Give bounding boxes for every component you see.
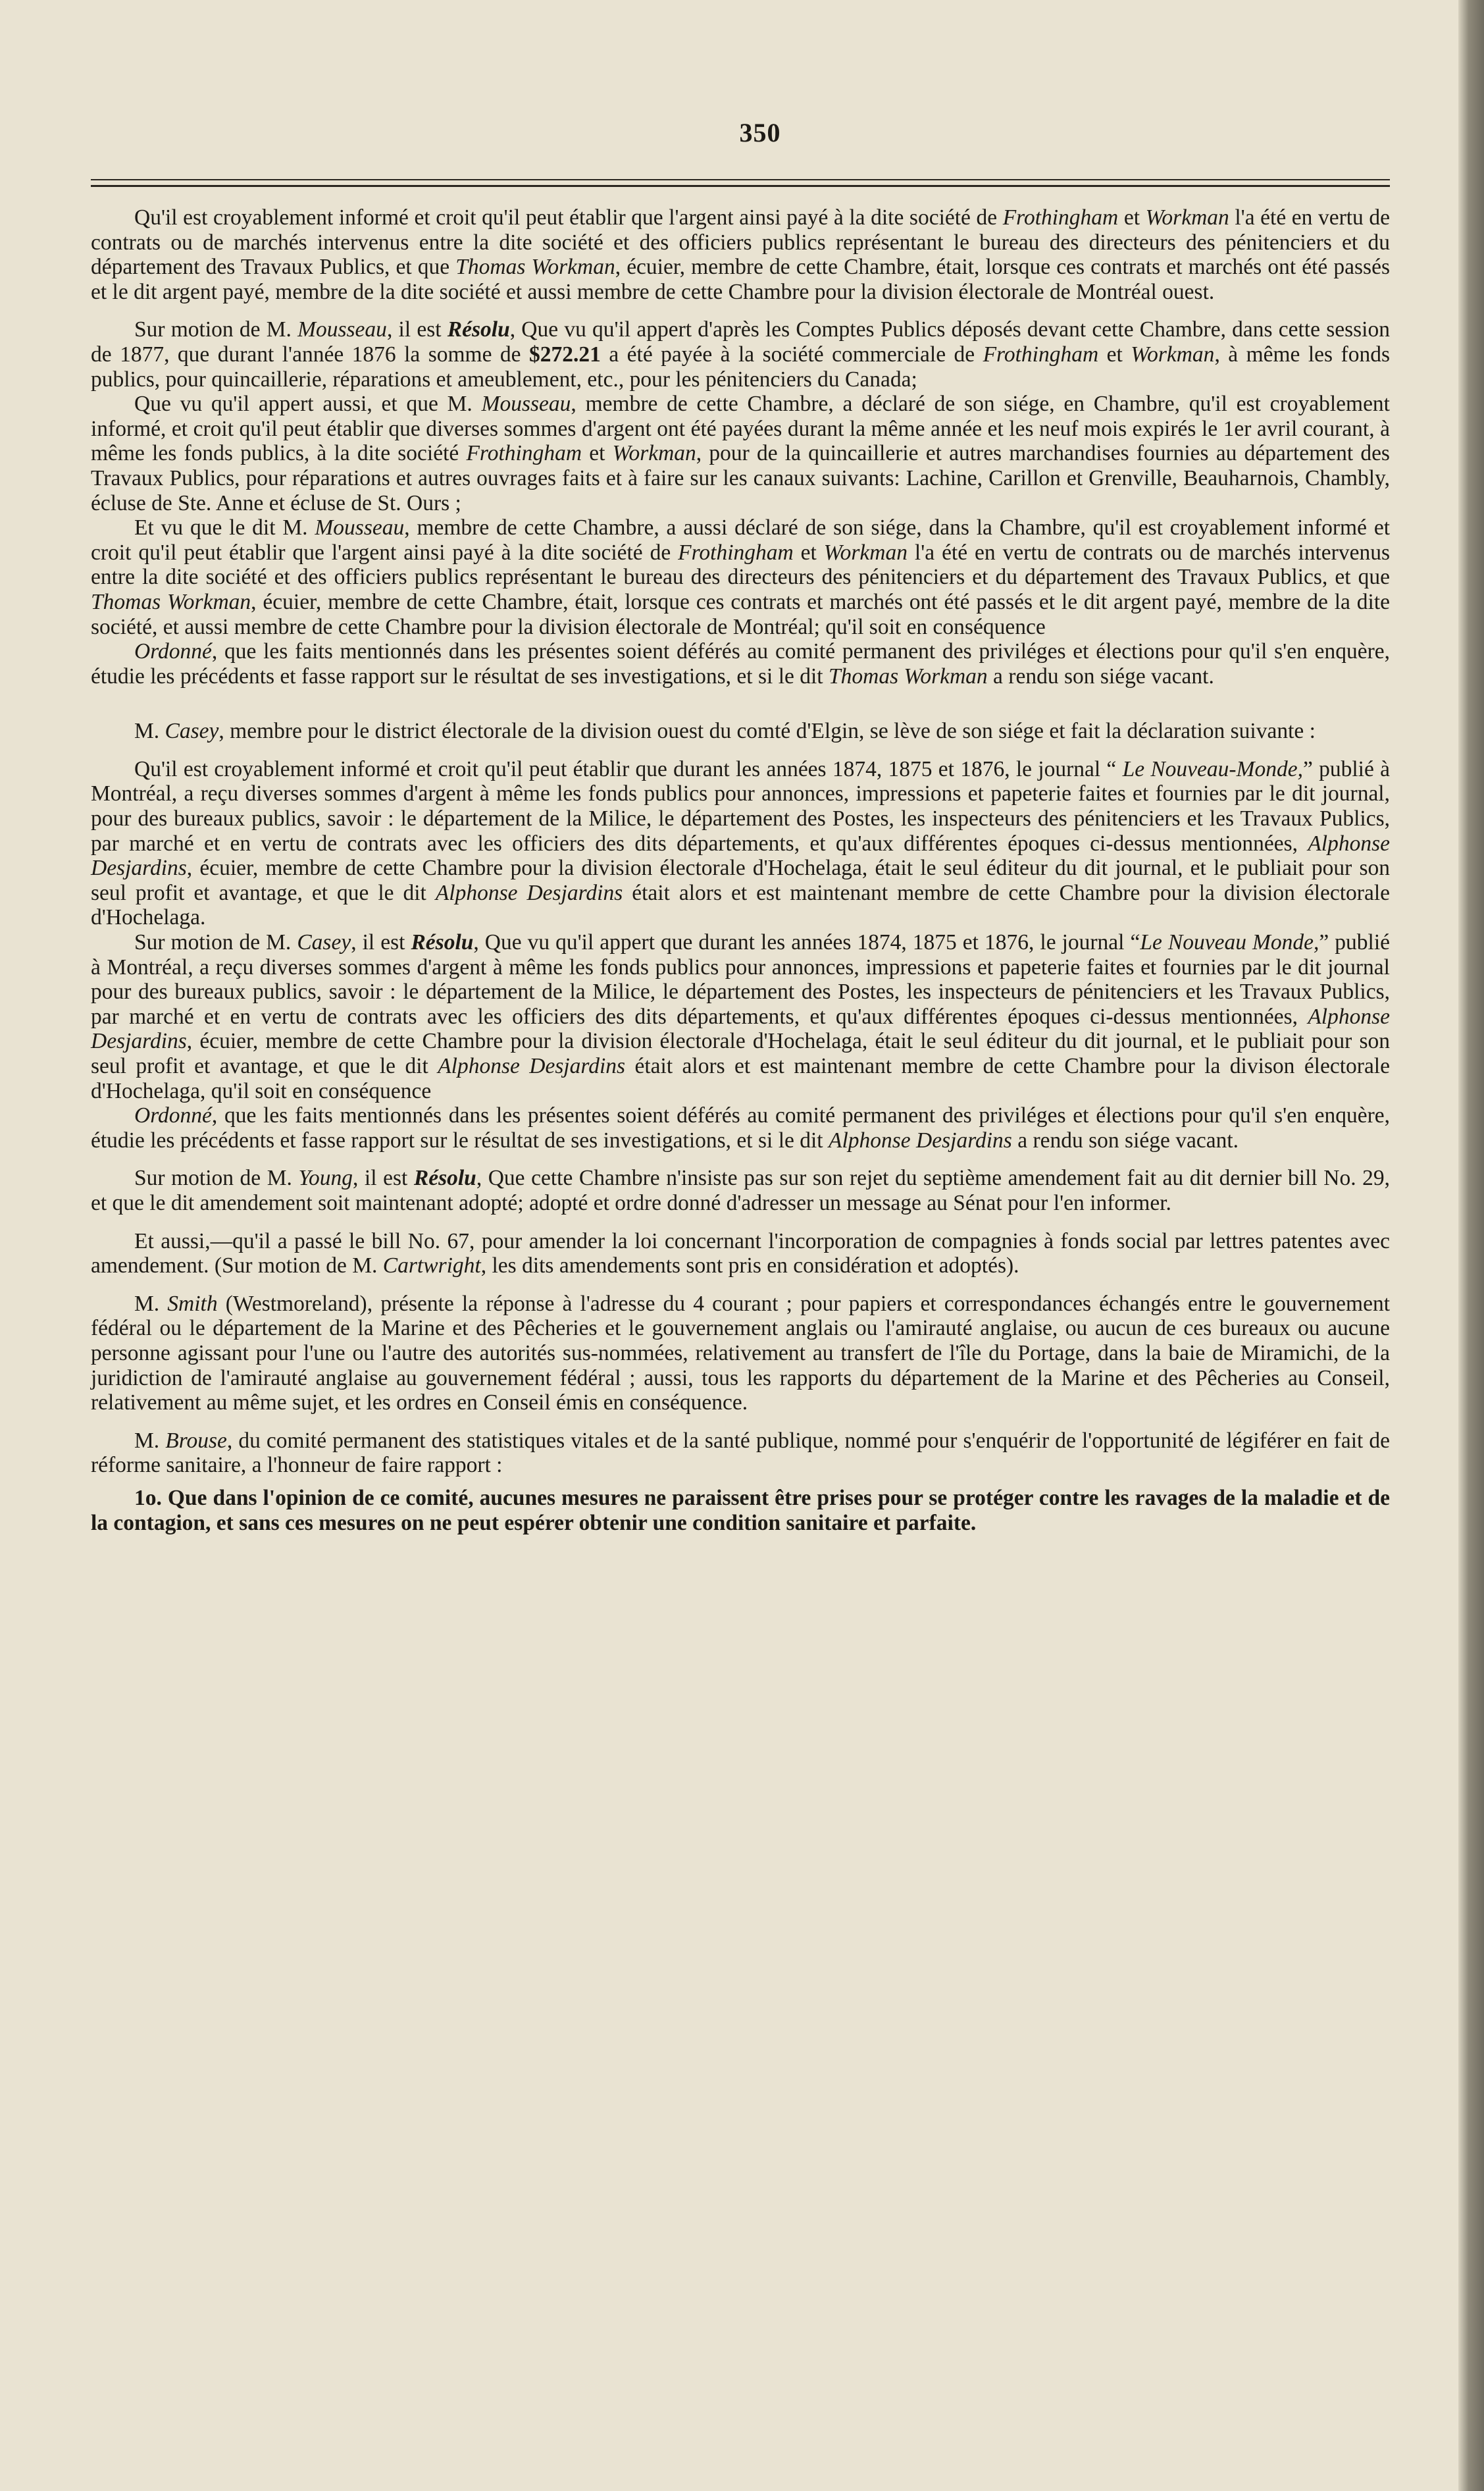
italic-name: Thomas Workman — [91, 589, 251, 614]
text-run: Que vu qu'il appert aussi, et que M. — [134, 392, 482, 417]
italic-name: Frothingham — [466, 441, 582, 466]
text-run: M. — [134, 719, 165, 744]
text-run: , membre de cette Chambre, a déclaré de son siége, en Chambre, qu'il est croyablement informé, et croit qu'il peut établir que diverses sommes d'argent ont été payées durant la même année et les neuf mois expirés le 1er avril courant, à même les fonds publics, à la dite société — [91, 392, 1390, 466]
header-rule-thick — [91, 185, 1390, 187]
paragraph-motion-young — [91, 1166, 1390, 1215]
paragraph-item-1 — [91, 1486, 1390, 1535]
text-run: l'a été en vertu de contrats ou de marchés intervenus entre la dite société et des officiers publics représentant le bureau des directeurs des pénitenciers et du département des Travaux Publics, et que — [91, 205, 1390, 280]
text-run: et — [793, 540, 824, 565]
italic-name: Mousseau — [297, 317, 387, 342]
text-run: , écuier, membre de cette Chambre, était, lorsque ces contrats et marchés ont été passés et le dit argent payé, membre de la dite société, et aussi membre de cette Chambre pour la division électorale de Montréal; qu'il soit en conséquence — [91, 589, 1390, 639]
italic-name: Casey — [165, 719, 219, 744]
text-run: , du comité permanent des statistiques vitales et de la santé publique, nommé pour s'enquérir de l'opportunité de légiférer en fait de réforme sanitaire, a l'honneur de faire rapport : — [91, 1428, 1390, 1478]
text-run: Qu'il est croyablement informé et croit qu'il peut établir que durant les années 1874, 1875 et 1876, le journal “ — [134, 756, 1123, 781]
italic-name: Frothingham — [678, 540, 794, 565]
text-run: et — [1098, 342, 1131, 367]
paragraph-brouse-rapport — [91, 1429, 1390, 1478]
text-run: , que les faits mentionnés dans les présentes soient déférés au comité permanent des priviléges et élections pour qu'il s'en enquère, étudie les précédents et fasse rapport sur le résultat de ses investigations, et si le dit — [91, 639, 1390, 689]
text-run: et — [1118, 205, 1146, 230]
text-run: , membre pour le district électorale de la division ouest du comté d'Elgin, se lève de son siége et fait la déclaration suivante : — [218, 719, 1316, 744]
italic-name: Smith — [167, 1291, 218, 1316]
paragraph-motion-mousseau — [91, 317, 1390, 392]
text-run: , il est — [386, 317, 448, 342]
text-run: (Westmoreland), présente la réponse à l'adresse du 4 courant ; pour papiers et correspondances échangés entre le gouvernement fédéral ou le département de la Marine et des Pêcheries et le gouvernement anglais ou l'amirauté anglaise, ou aucun de ces bureaux ou aucune personne agissant pour l'une ou l'autre des autorités sus-nommées, relativement au transfert de l'île du Portage, dans la baie de Miramichi, de la juridiction de l'amirauté anglaise au gouvernement fédéral ; aussi, tous les rapports du département de la Marine et des Pêcheries au Conseil, relativement au même sujet, et les ordres en Conseil émis en conséquence. — [91, 1291, 1390, 1415]
italic-name: Ordonné — [134, 1103, 212, 1128]
text-run: ” publié à Montréal, a reçu diverses sommes d'argent à même les fonds publics pour annonces, impressions et papeterie faites et fournies par le dit journal pour des bureaux publics, savoir : le département de la Milice, le département des Postes, les inspecteurs de pénitenciers et les Travaux Publics, par marché et en vertu de contrats avec les officiers des dits départements, et qu'aux différentes époques ci-dessus mentionnées, — [91, 930, 1390, 1029]
bold-text: $272.21 — [529, 342, 601, 367]
text-run: ” publié à Montréal, a reçu diverses sommes d'argent à même les fonds publics pour annonces, impressions et papeterie faites et fournies par le dit journal, pour des bureaux publics, savoir : le département de la Milice, le département des Postes, les inspecteurs des pénitenciers et les Travaux Publics, par marché et en vertu de contrats avec les officiers des dits départements, et qu'aux différentes époques ci-dessus mentionnées, — [91, 756, 1390, 856]
page-body — [91, 205, 1390, 1535]
italic-name: Le Nouveau-Monde, — [1122, 756, 1303, 781]
text-run: Sur motion de M. — [134, 1166, 299, 1191]
paragraph-motion-casey — [91, 930, 1390, 1103]
text-run: l'a été en vertu de contrats ou de marchés intervenus entre la dite société et des officiers publics représentant le bureau des directeurs des pénitenciers et du département des Travaux Publics, et que — [91, 540, 1390, 590]
italic-name: Thomas Workman — [455, 255, 615, 280]
italic-name: Alphonse Desjardins — [829, 1128, 1012, 1153]
text-run: , que les faits mentionnés dans les présentes soient déférés au comité permanent des priviléges et élections pour qu'il s'en enquère, étudie les précédents et fasse rapport sur le résultat de ses investigations, et si le dit — [91, 1103, 1390, 1153]
italic-name: Alphonse Desjardins — [91, 1004, 1390, 1054]
text-run: , écuier, membre de cette Chambre, était, lorsque ces contrats et marchés ont été passés et le dit argent payé, membre de la dite société et aussi membre de cette Chambre pour la division électorale de Montréal ouest. — [91, 255, 1390, 304]
italic-name: Frothingham — [983, 342, 1099, 367]
text-run: M. — [134, 1428, 166, 1453]
italic-name: Alphonse Desjardins — [91, 831, 1390, 881]
text-run: a été payée à la société commerciale de — [600, 342, 983, 367]
text-run: , Que vu qu'il appert d'après les Comptes Publics déposés devant cette Chambre, dans cette session de 1877, que durant l'année 1876 la somme de — [91, 317, 1390, 367]
text-run: , il est — [351, 930, 411, 955]
text-run: a rendu son siége vacant. — [987, 664, 1214, 689]
italic-name: Mousseau — [315, 515, 405, 540]
text-run: M. — [134, 1291, 168, 1316]
italic-name: Workman — [1145, 205, 1229, 230]
paragraph-frothingham-workman-informe — [91, 205, 1390, 304]
text-run: était alors et est maintenant membre de cette Chambre pour la divison électorale d'Hochelaga, qu'il soit en conséquence — [91, 1054, 1390, 1103]
italic-name: Alphonse Desjardins — [435, 880, 623, 905]
paragraph-bill-67 — [91, 1229, 1390, 1278]
italic-name: Mousseau — [481, 392, 571, 417]
text-run: , écuier, membre de cette Chambre pour la division électorale d'Hochelaga, était le seul éditeur du dit journal, et le publiait pour son seul profit et avantage, et que le dit — [91, 1029, 1390, 1078]
text-run: , Que vu qu'il appert que durant les années 1874, 1875 et 1876, le journal “ — [473, 930, 1140, 955]
page-binding-edge — [1458, 0, 1484, 2491]
text-run: a rendu son siége vacant. — [1011, 1128, 1239, 1153]
text-run: Qu'il est croyablement informé et croit qu'il peut établir que l'argent ainsi payé à la dite société de — [134, 205, 1003, 230]
italic-name: Cartwright — [382, 1253, 481, 1278]
italic-name: Workman — [823, 540, 908, 565]
text-run: 1o. Que dans l'opinion de ce comité, aucunes mesures ne paraissent être prises pour se protéger contre les ravages de la maladie et de la contagion, et sans ces mesures on ne peut espérer obtenir une condition sanitaire et parfaite. — [91, 1485, 1390, 1535]
paragraph-que-vu-mousseau — [91, 392, 1390, 515]
italic-name: Résolu — [413, 1166, 476, 1191]
italic-name: Casey — [297, 930, 351, 955]
text-run: , les dits amendements sont pris en considération et adoptés). — [480, 1253, 1019, 1278]
header-rule-thin — [91, 179, 1390, 180]
italic-name: Workman — [1131, 342, 1215, 367]
text-run: Et vu que le dit M. — [134, 515, 315, 540]
text-run: était alors et est maintenant membre de cette Chambre pour la division électorale d'Hochelaga. — [91, 880, 1390, 930]
text-run: Sur motion de M. — [134, 317, 298, 342]
text-run: , écuier, membre de cette Chambre pour la division électorale d'Hochelaga, était le seul éditeur du dit journal, et le publiait pour son seul profit et avantage, et que le dit — [91, 856, 1390, 905]
text-run: , pour de la quincaillerie et autres marchandises fournies au département des Travaux Publics, pour réparations et autres ouvrages faits et à faire sur les canaux suivants: Lachine, Carillon et Grenville, Beauharnois, Chambly, écluse de Ste. Anne et écluse de St. Ours ; — [91, 441, 1390, 515]
italic-name: Young — [298, 1166, 353, 1191]
paragraph-et-vu-mousseau — [91, 515, 1390, 639]
paragraph-nouveau-monde-informe — [91, 757, 1390, 930]
text-run: Et aussi,—qu'il a passé le bill No. 67, pour amender la loi concernant l'incorporation de compagnies à fonds social par lettres patentes avec amendement. (Sur motion de M. — [91, 1228, 1390, 1278]
paragraph-ordonne-workman — [91, 639, 1390, 689]
text-run: Sur motion de M. — [134, 930, 297, 955]
text-run: , Que cette Chambre n'insiste pas sur son rejet du septième amendement fait au dit dernier bill No. 29, et que le dit amendement soit maintenant adopté; adopté et ordre donné d'adresser un message au Sénat pour l'en informer. — [91, 1166, 1390, 1215]
italic-name: Frothingham — [1002, 205, 1119, 230]
text-run: et — [582, 441, 613, 466]
italic-name: Alphonse Desjardins — [438, 1054, 626, 1078]
paragraph-ordonne-desjardins — [91, 1103, 1390, 1153]
paragraph-casey-declaration — [91, 719, 1390, 744]
italic-name: Le Nouveau Monde, — [1140, 930, 1319, 955]
paragraph-smith-westmoreland — [91, 1292, 1390, 1415]
italic-name: Résolu — [447, 317, 510, 342]
text-run: , il est — [353, 1166, 414, 1191]
italic-name: Workman — [612, 441, 696, 466]
text-run: , à même les fonds publics, pour quincaillerie, réparations et ameublement, etc., pour les pénitenciers du Canada; — [91, 342, 1390, 392]
italic-name: Résolu — [411, 930, 474, 955]
italic-name: Ordonné — [134, 639, 212, 664]
page-number: 350 — [739, 118, 781, 147]
italic-name: Brouse — [165, 1428, 227, 1453]
text-run: , membre de cette Chambre, a aussi déclaré de son siége, dans la Chambre, qu'il est croyablement informé et croit qu'il peut établir que l'argent ainsi payé à la dite société de — [91, 515, 1390, 565]
italic-name: Thomas Workman — [829, 664, 988, 689]
